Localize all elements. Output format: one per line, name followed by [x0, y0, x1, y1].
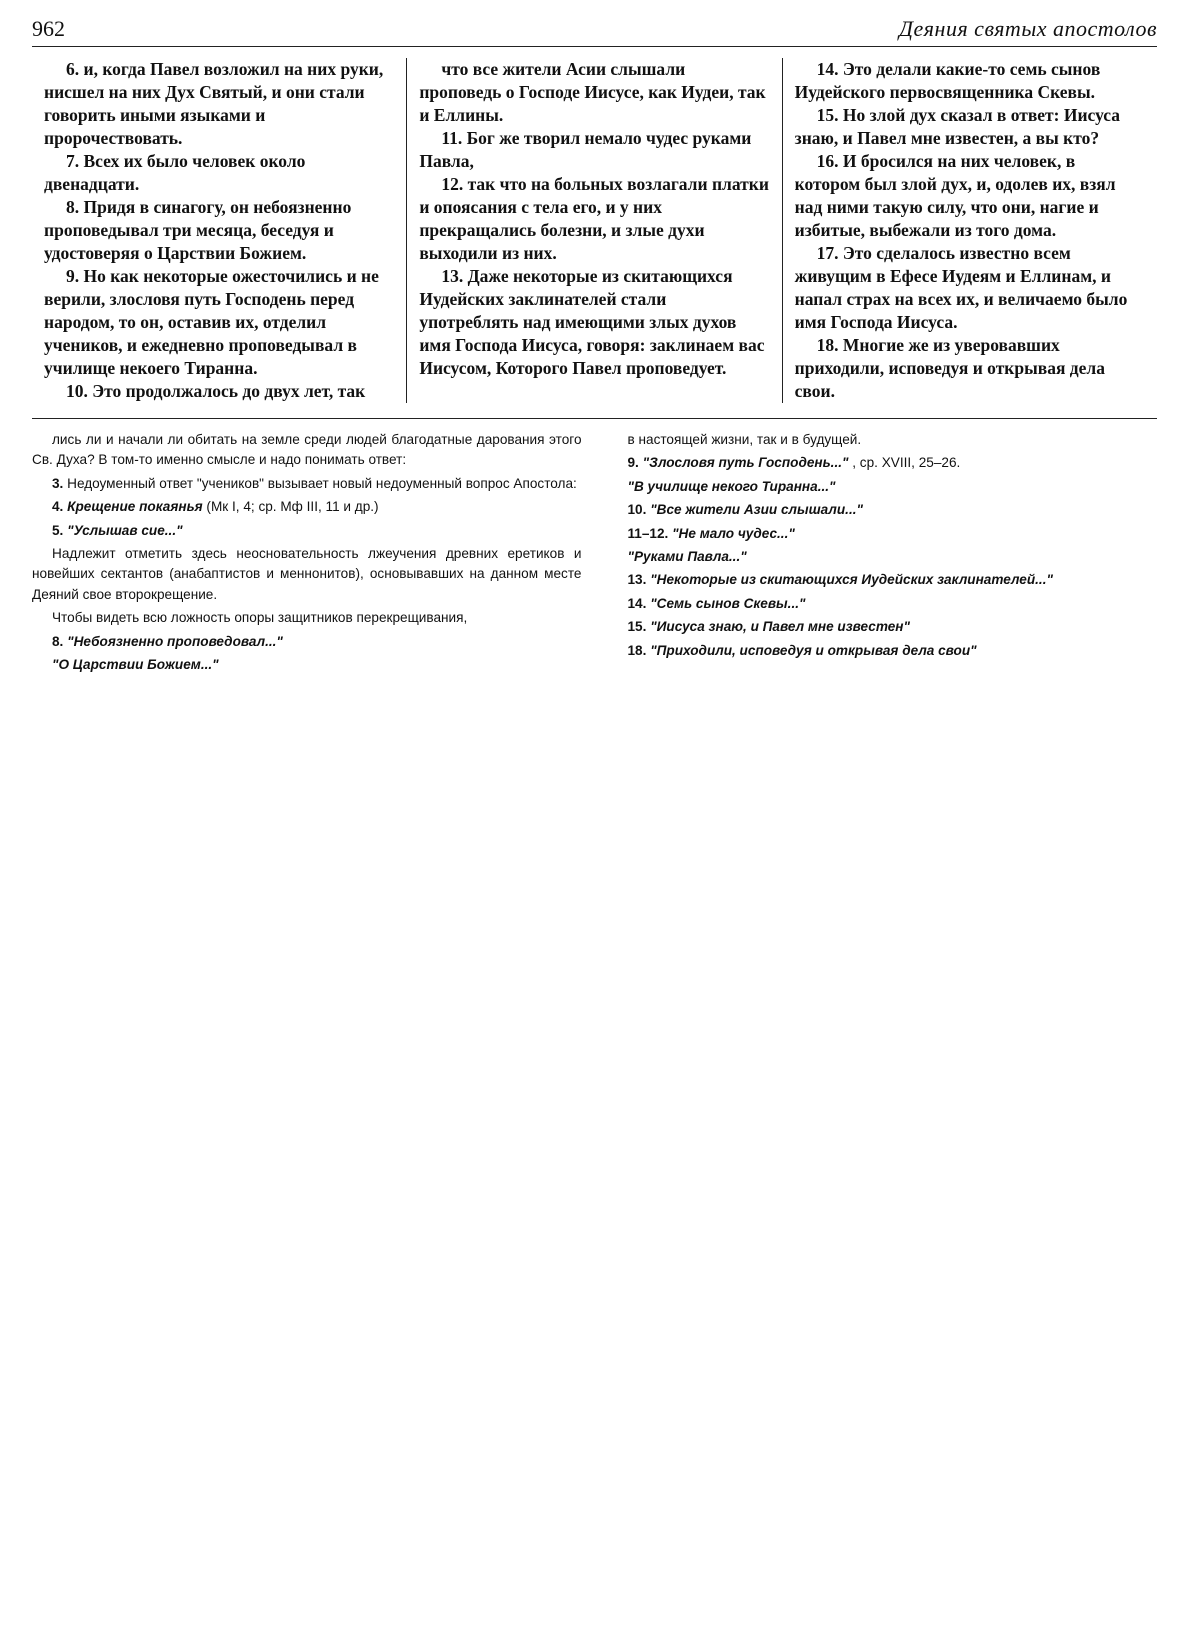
verse-paragraph: 14. Это делали какие-то семь сынов Иудейского первосвященника Скевы. — [794, 59, 1101, 102]
commentary-paragraph — [32, 497, 582, 517]
verse-paragraph: 17. Это сделалось известно всем живущим в Ефесе Иудеям и Еллинам, и напал страх на всех их, и величаемо было имя Господа Иисуса. — [794, 243, 1128, 332]
commentary-quote: "В училище некого Тиранна..." — [627, 478, 836, 494]
commentary-num: 14. — [627, 595, 651, 611]
commentary-quote: "Не мало чудес..." — [672, 525, 795, 541]
commentary-quote: "Приходили, исповедуя и открывая дела свои" — [650, 642, 977, 658]
verse-paragraph: 11. Бог же творил немало чудес руками Павла, — [419, 128, 752, 171]
section-divider — [32, 418, 1157, 419]
commentary-quote: "Все жители Азии слышали..." — [650, 502, 863, 518]
commentary-paragraph — [608, 430, 1158, 450]
verse-paragraph: 10. Это продолжалось до двух лет, так — [66, 381, 366, 401]
verse-paragraph: 7. Всех их было человек около двенадцати. — [44, 151, 306, 194]
scripture-column-3 — [782, 58, 1157, 403]
commentary-num: 9. — [627, 455, 643, 471]
commentary-quote: "Услышав сие..." — [67, 522, 183, 538]
commentary-paragraph — [608, 594, 1158, 614]
commentary-paragraph — [32, 544, 582, 605]
commentary-text: лись ли и начали ли обитать на земле среди людей благодатные дарования этого Св. Духа? В том-то именно смысле и надо понимать ответ: — [32, 432, 582, 468]
verse-paragraph: 18. Многие же из уверовавших приходили, исповедуя и открывая дела свои. — [794, 335, 1105, 401]
commentary-text: , ср. XVIII, 25–26. — [852, 455, 961, 471]
commentary-paragraph — [32, 655, 582, 675]
commentary-quote: "Иисуса знаю, и Павел мне известен" — [650, 619, 910, 635]
commentary-paragraph — [608, 547, 1158, 567]
commentary-text: Недоуменный ответ "учеников" вызывает новый недоуменный вопрос Апостола: — [67, 475, 577, 491]
commentary-text: в настоящей жизни, так и в будущей. — [627, 432, 862, 447]
page-header — [32, 10, 1157, 47]
commentary-num: 18. — [627, 642, 651, 658]
commentary-column-left — [32, 430, 582, 1620]
commentary-quote: "Руками Павла..." — [627, 549, 747, 565]
commentary-paragraph — [608, 524, 1158, 544]
commentary-num: 8. — [52, 633, 68, 649]
commentary-num: 11–12. — [627, 525, 673, 541]
verse-paragraph: 8. Придя в синагогу, он небоязненно проповедывал три месяца, беседуя и удостоверяя о Царствии Божием. — [44, 197, 352, 263]
commentary-num: 4. — [52, 499, 68, 515]
page-number: 962 — [32, 16, 65, 41]
commentary-paragraph — [32, 474, 582, 494]
verse-paragraph: 15. Но злой дух сказал в ответ: Иисуса знаю, и Павел мне известен, а вы кто? — [794, 105, 1121, 148]
commentary-num: 10. — [627, 502, 651, 518]
verse-paragraph: 6. и, когда Павел возложил на них руки, нисшел на них Дух Святый, и они стали говорить иными языками и пророчествовать. — [44, 59, 384, 148]
verse-paragraph: 12. так что на больных возлагали платки и опоясания с тела его, и у них прекращались болезни, и злые духи выходили из них. — [419, 174, 769, 263]
commentary-text: Надлежит отметить здесь неосновательность лжеучения древних еретиков и новейших сектантов (анабаптистов и меннонитов), основывавших на данном месте Деяний свое второкрещение. — [32, 546, 582, 602]
commentary-paragraph — [32, 521, 582, 541]
commentary-paragraph — [32, 430, 582, 471]
commentary-paragraph — [608, 453, 1158, 473]
commentary-quote: "О Царствии Божием..." — [52, 657, 219, 673]
commentary-num: 13. — [627, 572, 651, 588]
commentary-paragraph — [32, 608, 582, 628]
commentary-quote: Крещение покаянья — [67, 499, 207, 515]
verse-paragraph: 13. Даже некоторые из скитающихся Иудейских заклинателей стали употреблять над имеющими злых духов имя Господа Иисуса, говоря: заклинаем вас Иисусом, Которого Павел проповедует. — [419, 266, 765, 378]
commentary-quote: "Семь сынов Скевы..." — [650, 595, 806, 611]
commentary-text: Чтобы видеть всю ложность опоры защитников перекрещивания, — [52, 610, 468, 626]
scripture-column-1 — [32, 58, 406, 403]
verse-paragraph: что все жители Асии слышали проповедь о Господе Иисусе, как Иудеи, так и Еллины. — [419, 59, 766, 125]
commentary-paragraph — [32, 632, 582, 652]
commentary-quote: "Некоторые из скитающихся Иудейских заклинателей..." — [650, 572, 1053, 588]
commentary-paragraph — [608, 500, 1158, 520]
verse-paragraph: 16. И бросился на них человек, в котором был злой дух, и, одолев их, взял над ними такую силу, что они, нагие и избитые, выбежали из того дома. — [794, 151, 1116, 240]
commentary-num: 5. — [52, 522, 68, 538]
commentary-column-right — [608, 430, 1158, 1620]
commentary-block — [32, 430, 1157, 1620]
running-head: Деяния святых апостолов — [899, 16, 1157, 41]
commentary-paragraph — [608, 617, 1158, 637]
commentary-quote: "Небоязненно проповедовал..." — [67, 633, 283, 649]
commentary-num: 15. — [627, 619, 651, 635]
scripture-block — [32, 58, 1157, 403]
commentary-quote: "Злословя путь Господень..." — [642, 455, 853, 471]
commentary-paragraph — [608, 570, 1158, 590]
scripture-column-2 — [406, 58, 781, 403]
commentary-text: (Мк I, 4; ср. Мф III, 11 и др.) — [206, 499, 379, 515]
commentary-paragraph — [608, 477, 1158, 497]
commentary-num: 3. — [52, 475, 68, 491]
verse-paragraph: 9. Но как некоторые ожесточились и не верили, злословя путь Господень перед народом, то он, оставив их, отделил учеников, и ежедневно проповедывал в училище некоего Тиранна. — [44, 266, 379, 378]
commentary-paragraph — [608, 641, 1158, 661]
